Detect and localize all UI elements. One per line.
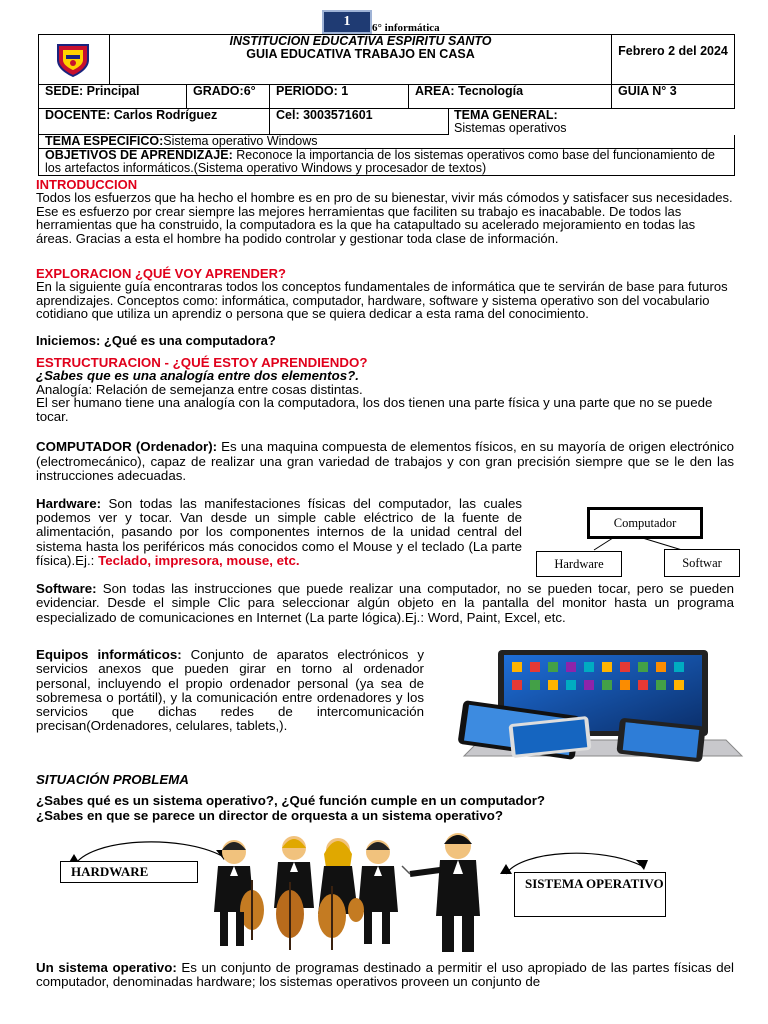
sistema-operativo-paragraph xyxy=(36,961,734,990)
hardware-label: Hardware: xyxy=(36,496,102,511)
analogia-text: El ser humano tiene una analogía con la computadora, los dos tienen una parte física y una parte que no se puede tocar. xyxy=(36,395,713,424)
area: AREA: Tecnología xyxy=(409,85,612,109)
equipos-label: Equipos informáticos: xyxy=(36,647,182,662)
objetivos: Reconoce la importancia de los sistemas operativos como base del funcionamiento de los artefactos informáticos.(Sistema operativo Windows y procesador de textos) xyxy=(45,148,715,175)
software-text: Son todas las instrucciones que puede realizar una computador, no se pueden tocar, pero se pueden evidenciar. Desde el simple Clic para seleccionar algún objeto en la pantalla del monitor hasta un programa especializado de comunicaciones en Internet (La parte lógica).Ej.: Word, Paint, Excel, etc. xyxy=(36,581,734,625)
grado: GRADO:6° xyxy=(187,85,270,109)
objetivos-row xyxy=(39,149,735,176)
analogia-definition: Analogía: Relación de semejanza entre cosas distintas. xyxy=(36,381,363,397)
estructuracion-heading: ESTRUCTURACION - ¿QUÉ ESTOY APRENDIENDO? xyxy=(36,355,368,370)
exploracion-question: Iniciemos: ¿Qué es una computadora? xyxy=(36,332,276,348)
intro-section xyxy=(36,178,734,245)
objetivos-label: OBJETIVOS DE APRENDIZAJE: xyxy=(45,148,233,162)
guia: GUIA N° 3 xyxy=(612,85,735,109)
hardware-box: HARDWARE xyxy=(60,861,198,883)
hardware-examples: Teclado, impresora, mouse, etc. xyxy=(98,552,300,568)
periodo: PERIODO: 1 xyxy=(270,85,409,109)
cel: Cel: 3003571601 xyxy=(270,109,612,135)
sede: SEDE: Principal xyxy=(39,85,187,109)
exploracion-section xyxy=(36,267,734,347)
computador-text: Es una maquina compuesta de elementos físicos, en su mayoría de origen electrónico (electromecánico), capaz de realizar una gran variedad de trabajos y con gran precisión siempre que se le den las instrucciones adecuadas. xyxy=(36,439,734,483)
software-paragraph xyxy=(36,582,734,625)
diagram-computador-box: Computador xyxy=(587,507,703,539)
institution-name: INSTITUCION EDUCATIVA ESPIRITU SANTO xyxy=(229,34,492,48)
tema-especifico: Sistema operativo Windows xyxy=(163,134,318,148)
title-cell xyxy=(110,35,612,85)
exploracion-heading: EXPLORACION ¿QUÉ VOY APRENDER? xyxy=(36,266,286,281)
estructuracion-section xyxy=(36,356,734,423)
devices-illustration xyxy=(450,648,746,762)
docente: DOCENTE: Carlos Rodríguez xyxy=(39,109,270,135)
guide-title: GUIA EDUCATIVA TRABAJO EN CASA xyxy=(246,47,475,61)
situacion-heading: SITUACIÓN PROBLEMA xyxy=(36,772,189,787)
software-label: Software: xyxy=(36,581,97,596)
sistema-operativo-box: SISTEMA OPERATIVO xyxy=(514,872,666,917)
intro-text: Todos los esfuerzos que ha hecho el hombre es en pro de su bienestar, vivir más cómodos y satisfacer sus necesidades. Ese es esfuerzo por crear siempre las mejores herramientas que faciliten su trabajo es inacabable. De todos las herramientas que ha construido, la computadora es la que ha catapultado su acelerado mejoramiento en todas las áreas. Gracias a esta el hombre ha podido controlar y gestionar toda clase de información. xyxy=(36,190,733,246)
hardware-paragraph xyxy=(36,497,522,568)
equipos-text: Conjunto de aparatos electrónicos y servicios anexos que pueden girar en torno al ordenador personal, incluyendo el propio ordenador personal (ya sea de sobremesa o portátil), y la comunicación entre ordenadores y los servicios que dichas redes de intercomunicación precisan(Ordenadores, celulares, tablets,). xyxy=(36,647,424,734)
page-number-badge: 1 xyxy=(322,10,372,34)
tema-especifico-label: TEMA ESPECIFICO: xyxy=(45,134,164,148)
header-table xyxy=(38,34,735,176)
orchestra-illustration xyxy=(206,830,496,956)
tema-general-label: TEMA GENERAL: xyxy=(454,108,558,122)
diagram-hardware-box: Hardware xyxy=(536,551,622,577)
sistema-operativo-text: Es un conjunto de programas destinado a permitir el uso apropiado de las partes físicas del computador, denominadas hardware; los sistemas operativos proveen un conjunto de xyxy=(36,960,735,990)
situacion-section xyxy=(36,773,734,823)
diagram-software-box: Softwar xyxy=(664,549,740,577)
exploracion-text: En la siguiente guía encontraras todos los conceptos fundamentales de informática que te servirán de base para futuros aprendizajes. Conceptos como: informática, computador, hardware, software y sistema operativo son del vocabulario cotidiano que utiliza un aprendiz o persona que se quiera dedicar a esta rama del conocimiento. xyxy=(36,279,728,322)
sistema-operativo-label: Un sistema operativo: xyxy=(36,960,177,975)
hardware-text: Son todas las manifestaciones físicas del computador, las cuales podemos ver y tocar. Van desde un simple cable eléctrico de la fuente de alimentación, pasando por los componentes internos de la unidad central del sistema hasta los periféricos más conocidos como el Mouse y el teclado (La parte física).Ej.: xyxy=(36,496,522,568)
equipos-paragraph xyxy=(36,648,424,734)
analogia-question: ¿Sabes que es una analogía entre dos elementos?. xyxy=(36,368,359,384)
school-shield-logo xyxy=(56,42,90,78)
intro-heading: INTRODUCCION xyxy=(36,177,138,192)
grade-subject-label: 6° informática xyxy=(372,22,440,34)
computador-label: COMPUTADOR (Ordenador): xyxy=(36,439,218,454)
tema-general: Sistemas operativos xyxy=(454,121,567,135)
situacion-question-1: ¿Sabes qué es un sistema operativo?, ¿Qué función cumple en un computador? xyxy=(36,793,546,809)
tema-general-cell xyxy=(448,109,740,135)
tema-especifico-row xyxy=(39,135,735,149)
situacion-question-2: ¿Sabes en que se parece un director de orquesta a un sistema operativo? xyxy=(36,807,504,823)
computador-paragraph xyxy=(36,440,734,484)
date: Febrero 2 del 2024 xyxy=(612,35,735,85)
